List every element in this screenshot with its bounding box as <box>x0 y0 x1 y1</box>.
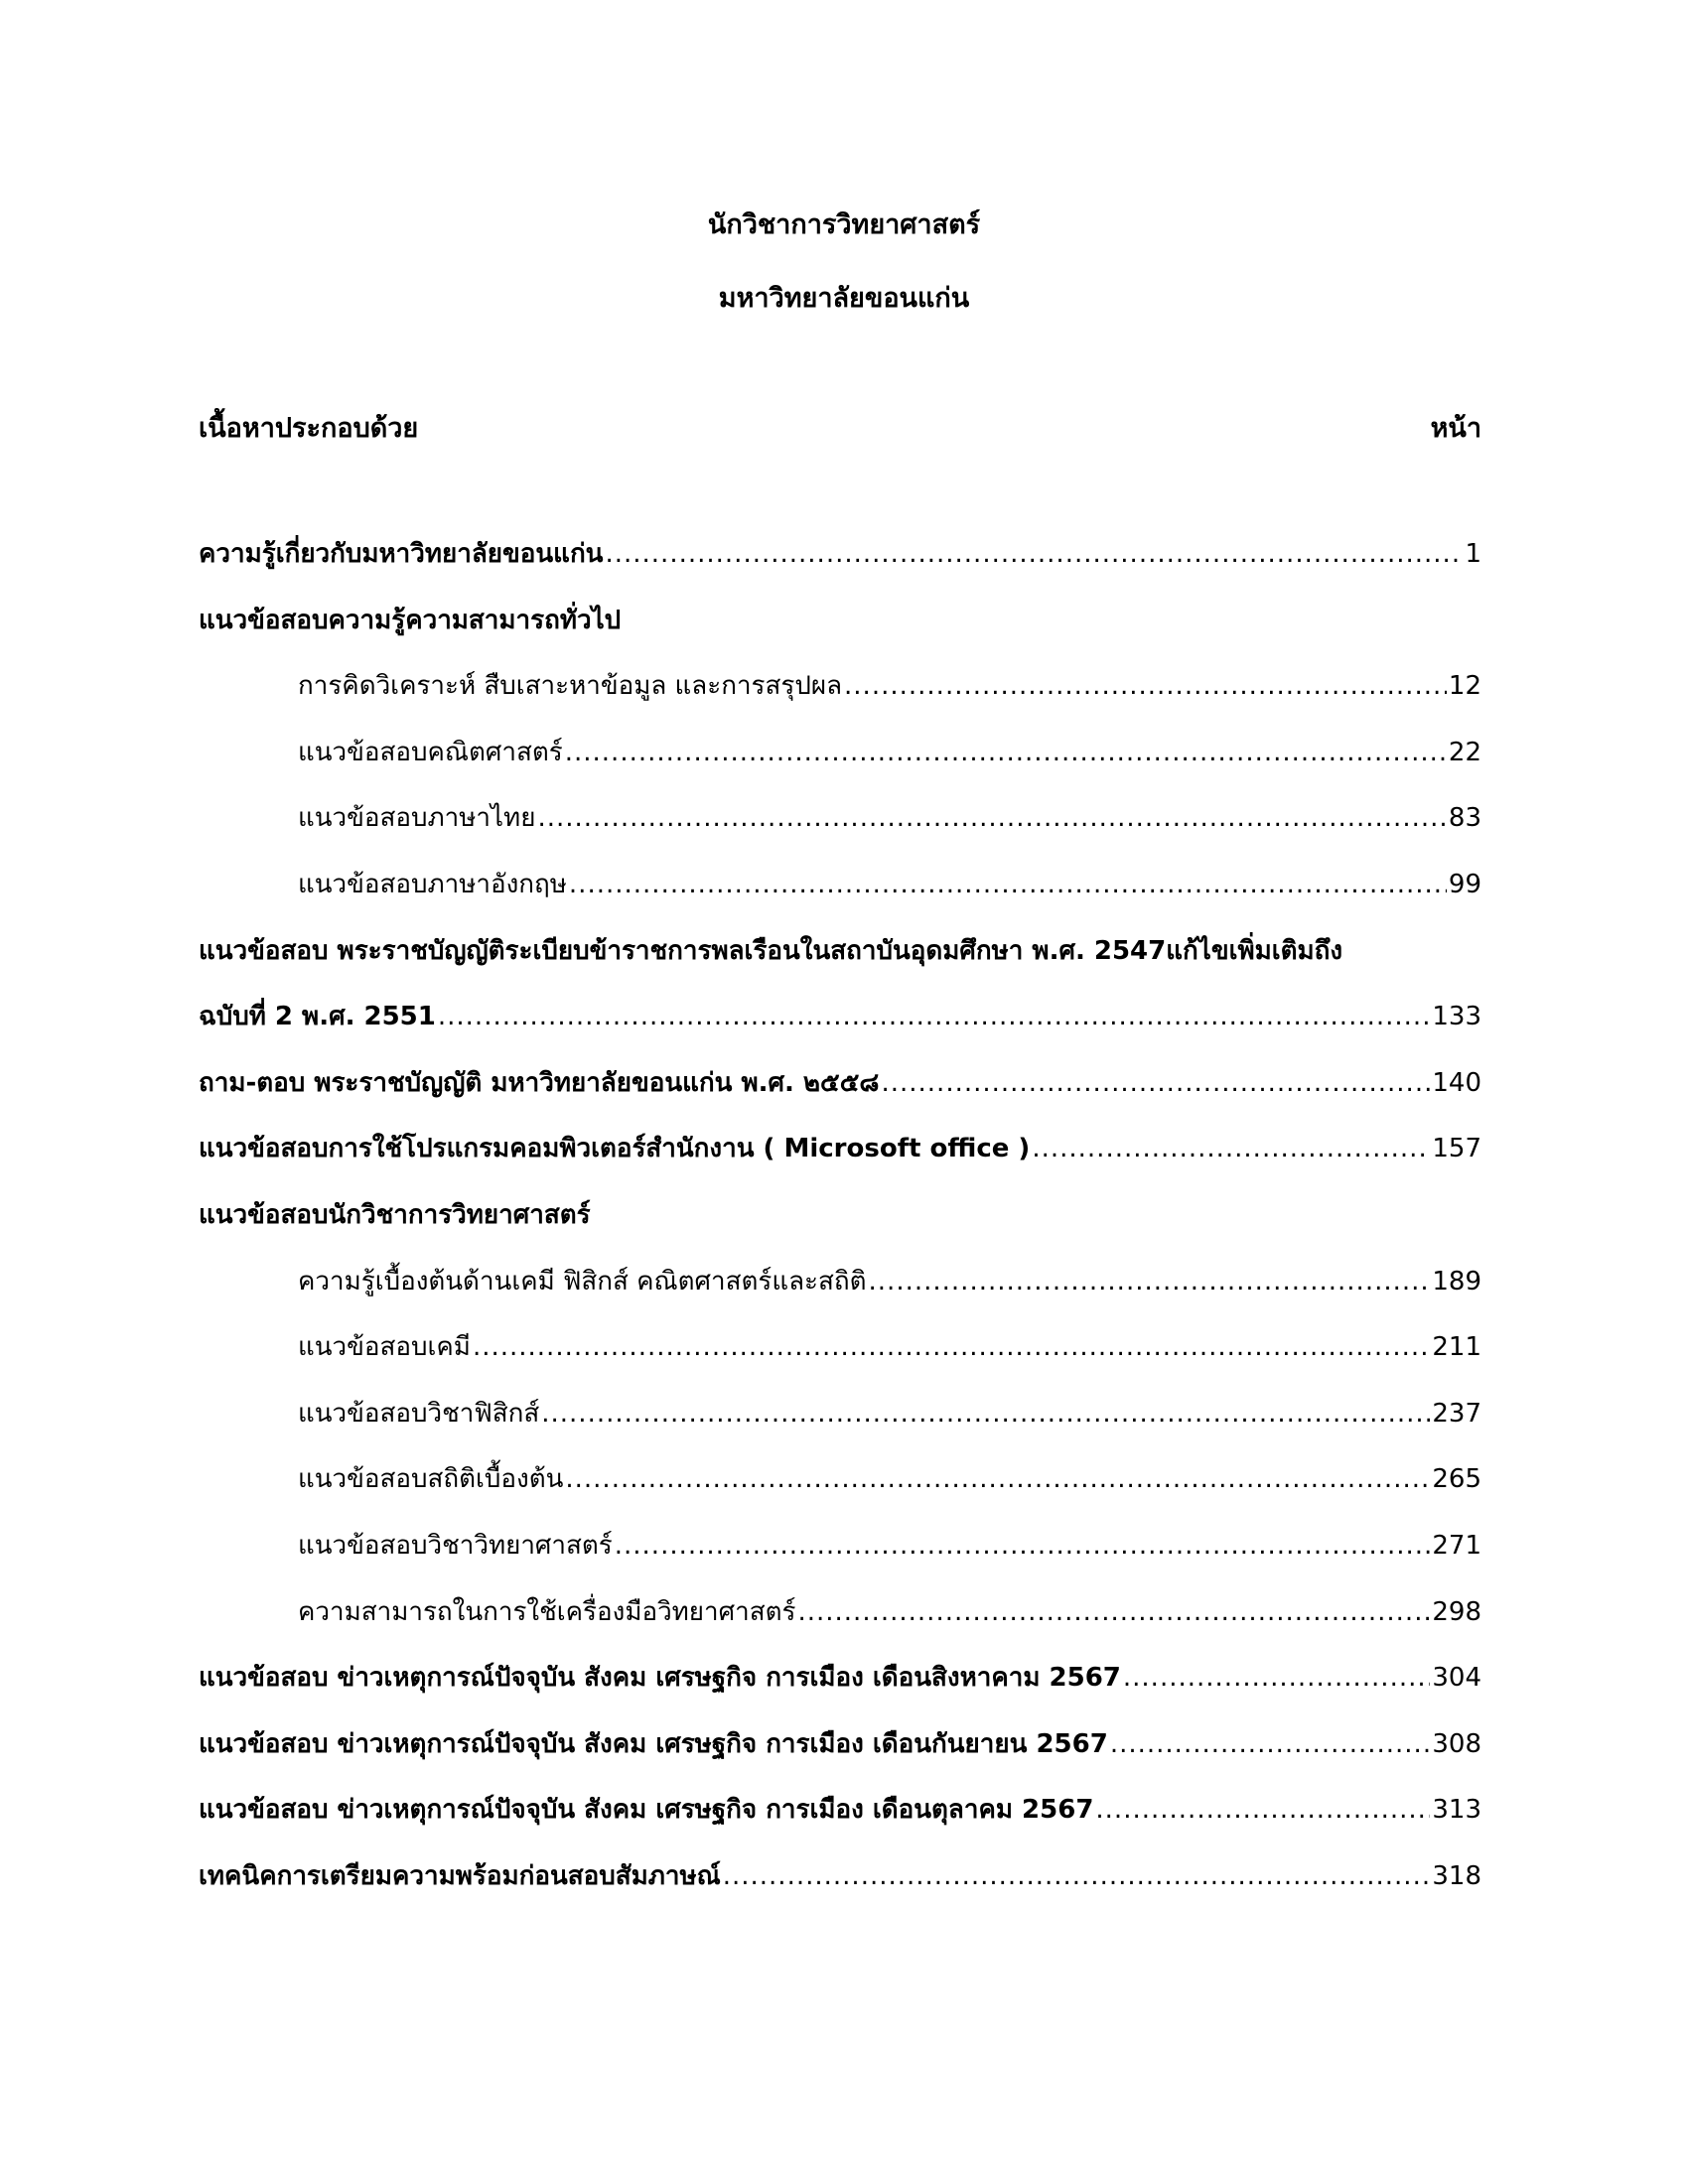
toc-entry <box>298 1459 1481 1499</box>
toc-entry <box>199 997 1481 1036</box>
dot-leader <box>1095 1790 1430 1830</box>
dot-leader <box>869 1262 1431 1301</box>
toc-entry-page: 83 <box>1448 803 1481 834</box>
toc-entry-page: 211 <box>1432 1332 1481 1363</box>
toc-entry <box>199 601 621 640</box>
toc-entry-page: 1 <box>1465 539 1481 569</box>
dot-leader <box>569 865 1447 904</box>
dot-leader <box>541 1394 1430 1433</box>
toc-entry-page: 313 <box>1432 1795 1481 1826</box>
toc-entry-title: ถาม-ตอบ พระราชบัญญัติ มหาวิทยาลัยขอนแก่น พ.ศ. ๒๕๕๘ <box>199 1067 880 1098</box>
dot-leader <box>797 1592 1430 1632</box>
toc-entry-page: 271 <box>1432 1531 1481 1561</box>
toc-entry-title: แนวข้อสอบคณิตศาสตร์ <box>298 737 563 767</box>
toc-entry <box>199 1856 1481 1896</box>
toc-entry-page: 308 <box>1432 1728 1481 1759</box>
toc-entry-title: แนวข้อสอบวิชาฟิสิกส์ <box>298 1398 540 1429</box>
toc-entry <box>199 1195 591 1235</box>
toc-entry <box>298 733 1481 772</box>
toc-entry-title: แนวข้อสอบวิชาวิทยาศาสตร์ <box>298 1531 613 1561</box>
toc-entry <box>298 798 1481 838</box>
dot-leader <box>565 733 1447 772</box>
toc-entry <box>298 1592 1481 1632</box>
dot-leader <box>537 798 1446 838</box>
toc-entry-title: การคิดวิเคราะห์ สืบเสาะหาข้อมูล และการสรุปผล <box>298 671 843 702</box>
dot-leader <box>605 534 1463 574</box>
toc-entry <box>298 666 1481 706</box>
toc-entry-title: แนวข้อสอบเคมี <box>298 1332 471 1363</box>
document-subtitle: มหาวิทยาลัยขอนแก่น <box>718 283 970 314</box>
dot-leader <box>438 997 1430 1036</box>
toc-entry-title: แนวข้อสอบนักวิชาการวิทยาศาสตร์ <box>199 1200 591 1230</box>
toc-entry-title: แนวข้อสอบสถิติเบื้องต้น <box>298 1464 564 1495</box>
toc-entry <box>298 1526 1481 1566</box>
toc-entry <box>199 534 1481 574</box>
toc-entry-title: ความรู้เกี่ยวกับมหาวิทยาลัยขอนแก่น <box>199 539 604 569</box>
toc-entry <box>298 1327 1481 1367</box>
toc-entry-page: 304 <box>1432 1663 1481 1694</box>
dot-leader <box>1032 1129 1430 1168</box>
contents-label: เนื้อหาประกอบด้วย <box>199 413 419 444</box>
toc-entry-title: เทคนิคการเตรียมความพร้อมก่อนสอบสัมภาษณ์ <box>199 1861 721 1891</box>
toc-entry <box>199 1790 1481 1830</box>
toc-entry-title: แนวข้อสอบ พระราชบัญญัติระเบียบข้าราชการพลเรือนในสถาบันอุดมศึกษา พ.ศ. 2547แก้ไขเพิ่มเติมถึง <box>199 935 1343 966</box>
toc-entry <box>199 1724 1481 1764</box>
dot-leader <box>723 1856 1431 1896</box>
toc-entry <box>199 1658 1481 1698</box>
toc-entry-page: 99 <box>1448 870 1481 899</box>
toc-entry <box>298 1262 1481 1301</box>
toc-entry-page: 237 <box>1432 1398 1481 1429</box>
toc-entry-title: แนวข้อสอบการใช้โปรแกรมคอมพิวเตอร์สำนักงาน ( Microsoft office ) <box>199 1134 1031 1164</box>
toc-entry <box>298 1394 1481 1433</box>
toc-entry-title: แนวข้อสอบ ข่าวเหตุการณ์ปัจจุบัน สังคม เศรษฐกิจ การเมือง เดือนกันยายน 2567 <box>199 1728 1108 1759</box>
toc-entry <box>298 865 1481 904</box>
toc-entry-page: 318 <box>1432 1861 1481 1891</box>
toc-entry-title: แนวข้อสอบภาษาไทย <box>298 803 536 834</box>
toc-entry-page: 12 <box>1448 671 1481 702</box>
dot-leader <box>881 1063 1430 1103</box>
dot-leader <box>565 1459 1430 1499</box>
toc-entry-title: ความรู้เบื้องต้นด้านเคมี ฟิสิกส์ คณิตศาสตร์และสถิติ <box>298 1266 867 1297</box>
toc-entry-page: 133 <box>1432 1002 1481 1032</box>
dot-leader <box>473 1327 1430 1367</box>
toc-entry-page: 22 <box>1448 737 1481 767</box>
toc-entry-title: ฉบับที่ 2 พ.ศ. 2551 <box>199 1002 436 1032</box>
toc-entry-page: 189 <box>1432 1266 1481 1297</box>
toc-entry <box>199 1129 1481 1168</box>
dot-leader <box>844 666 1447 706</box>
toc-entry <box>199 1063 1481 1103</box>
dot-leader <box>615 1526 1431 1566</box>
toc-entry-page: 140 <box>1432 1067 1481 1098</box>
toc-entry-title: แนวข้อสอบภาษาอังกฤษ <box>298 870 567 899</box>
toc-entry-page: 265 <box>1432 1464 1481 1495</box>
toc-entry-title: ความสามารถในการใช้เครื่องมือวิทยาศาสตร์ <box>298 1596 796 1627</box>
toc-entry-title: แนวข้อสอบ ข่าวเหตุการณ์ปัจจุบัน สังคม เศรษฐกิจ การเมือง เดือนสิงหาคาม 2567 <box>199 1663 1121 1694</box>
toc-entry-page: 298 <box>1432 1596 1481 1627</box>
document-title: นักวิชาการวิทยาศาสตร์ <box>707 209 981 240</box>
toc-entry-page: 157 <box>1432 1134 1481 1164</box>
dot-leader <box>1110 1724 1431 1764</box>
toc-entry-title: แนวข้อสอบความรู้ความสามารถทั่วไป <box>199 605 622 635</box>
dot-leader <box>1123 1658 1430 1698</box>
toc-entry-title: แนวข้อสอบ ข่าวเหตุการณ์ปัจจุบัน สังคม เศรษฐกิจ การเมือง เดือนตุลาคม 2567 <box>199 1795 1094 1826</box>
page-column-label: หน้า <box>1430 413 1481 444</box>
toc-entry <box>199 931 1342 971</box>
